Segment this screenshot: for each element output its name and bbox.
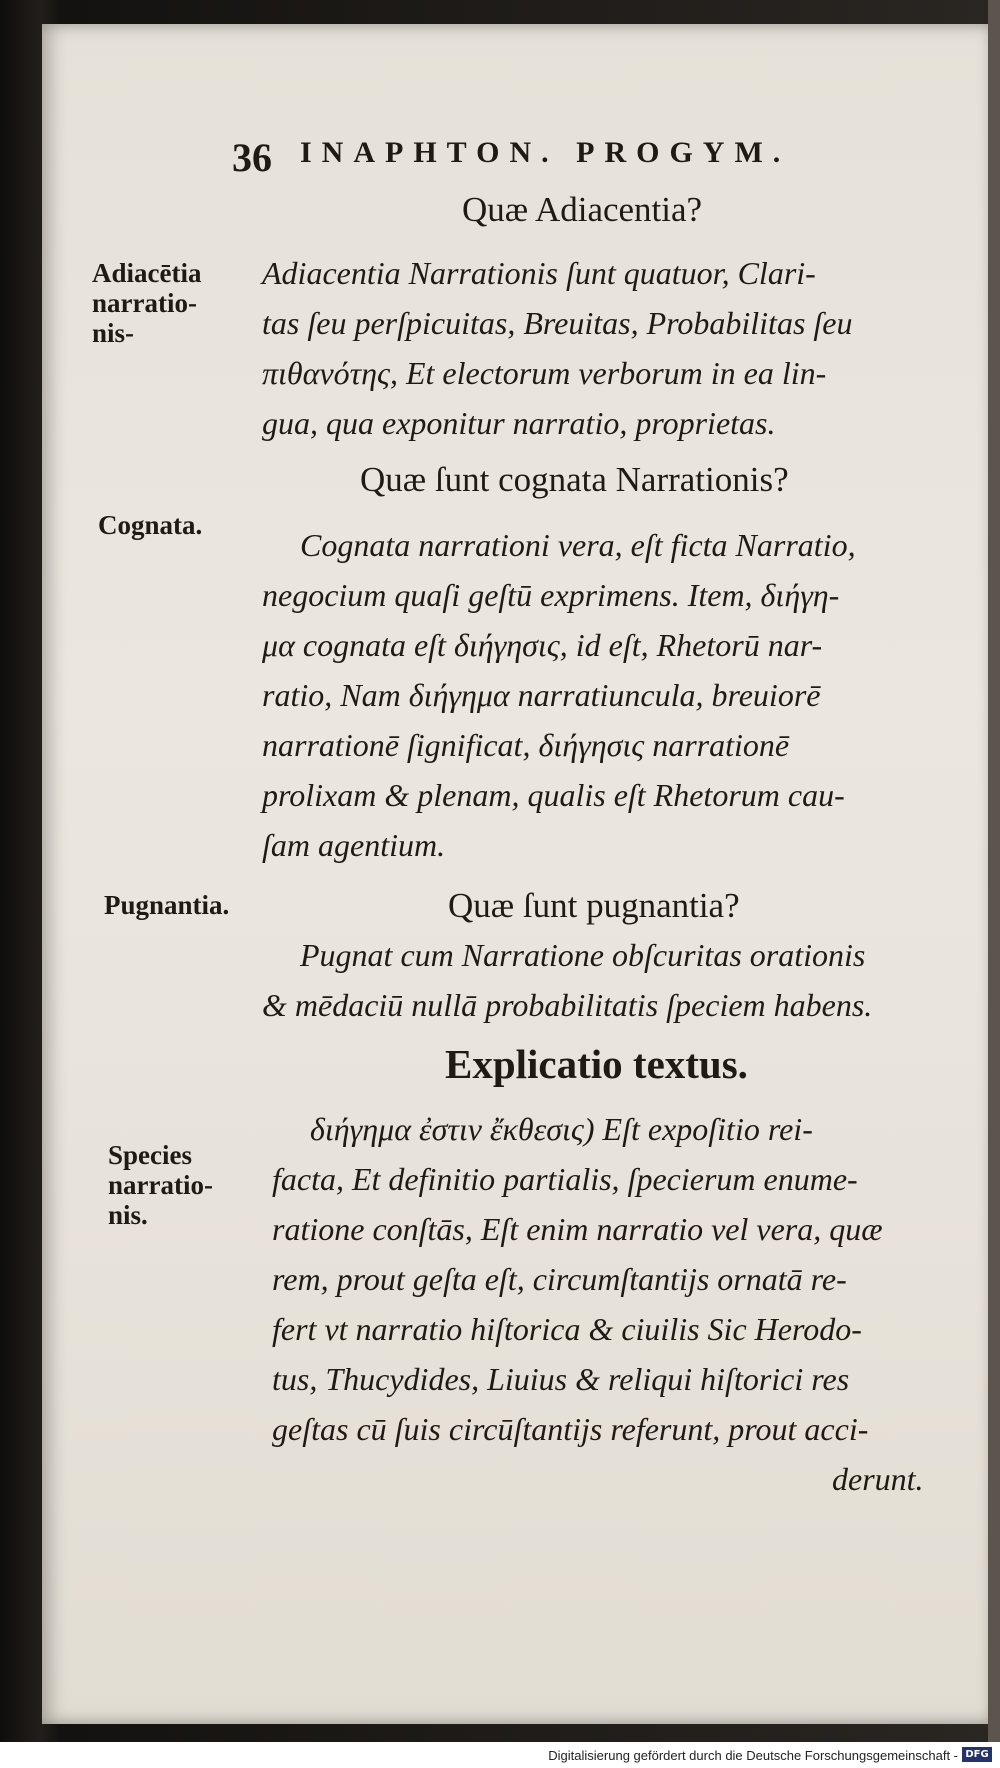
text-line: ratione conſtās, Eſt enim narratio vel vera, quæ xyxy=(272,1211,883,1247)
margin-note-adiacentia xyxy=(92,258,201,348)
margin-line: nis- xyxy=(92,318,135,348)
text-line: gua, qua exponitur narratio, proprietas. xyxy=(262,405,776,441)
margin-note-species xyxy=(108,1140,213,1230)
text-line: Cognata narrationi vera, eſt ficta Narratio, xyxy=(300,527,856,563)
margin-line: nis. xyxy=(108,1200,148,1230)
answer-cognata xyxy=(262,520,856,870)
dfg-logo-icon: DFG xyxy=(962,1747,992,1762)
text-line: tus, Thucydides, Liuius & reliqui hiſtorici res xyxy=(272,1361,850,1397)
text-line: negocium quaſi geſtū exprimens. Item, διήγη- xyxy=(262,577,840,613)
margin-note-cognata xyxy=(98,510,202,540)
margin-line: narratio- xyxy=(92,288,197,318)
question-pugnantia: Quæ ſunt pugnantia? xyxy=(448,886,740,925)
explicatio-heading: Explicatio textus. xyxy=(445,1041,748,1087)
margin-line: Pugnantia. xyxy=(104,890,230,920)
question-adiacentia: Quæ Adiacentia? xyxy=(462,190,703,229)
digitization-footer xyxy=(0,1742,1000,1768)
text-line: narrationē ſignificat, διήγησις narrationē xyxy=(262,727,790,763)
running-title: INAPHTON. PROGYM. xyxy=(300,136,791,169)
text-line: facta, Et definitio partialis, ſpecierum enume- xyxy=(272,1161,858,1197)
answer-pugnantia xyxy=(262,930,872,1030)
explicatio-text xyxy=(272,1104,924,1504)
margin-line: narratio- xyxy=(108,1170,213,1200)
text-line: derunt. xyxy=(832,1461,924,1497)
margin-line: Species xyxy=(108,1140,192,1170)
text-line: & mēdaciū nullā probabilitatis ſpeciem habens. xyxy=(262,987,873,1023)
question-cognata: Quæ ſunt cognata Narrationis? xyxy=(360,460,789,499)
page-number: 36 xyxy=(232,135,272,180)
text-line: tas ſeu perſpicuitas, Breuitas, Probabilitas ſeu xyxy=(262,305,853,341)
text-line: Adiacentia Narrationis ſunt quatuor, Clari- xyxy=(262,255,816,291)
answer-adiacentia xyxy=(262,248,852,448)
text-line: μα cognata eſt διήγησις, id eſt, Rhetorū nar- xyxy=(262,627,823,663)
text-line: fert vt narratio hiſtorica & ciuilis Sic Herodo- xyxy=(272,1311,862,1347)
margin-line: Adiacētia xyxy=(92,258,202,288)
text-line: ſam agentium. xyxy=(262,827,446,863)
margin-line: Cognata. xyxy=(98,510,203,540)
text-line: prolixam & plenam, qualis eſt Rhetorum cau- xyxy=(262,777,845,813)
margin-note-pugnantia xyxy=(104,890,229,920)
text-line: rem, prout geſta eſt, circumſtantijs ornatā re- xyxy=(272,1261,847,1297)
footer-credit: Digitalisierung gefördert durch die Deutsche Forschungsgemeinschaft - xyxy=(548,1748,958,1763)
text-line: Pugnat cum Narratione obſcuritas orationis xyxy=(300,937,866,973)
text-line: πιθανότης, Et electorum verborum in ea lin- xyxy=(262,355,827,391)
text-line: geſtas cū ſuis circūſtantijs referunt, prout acci- xyxy=(272,1411,869,1447)
text-line: διήγημα ἐστιν ἔκθεσις) Eſt expoſitio rei- xyxy=(310,1111,813,1147)
text-line: ratio, Nam διήγημα narratiuncula, breuiorē xyxy=(262,677,821,713)
page-edge xyxy=(988,0,1000,1768)
